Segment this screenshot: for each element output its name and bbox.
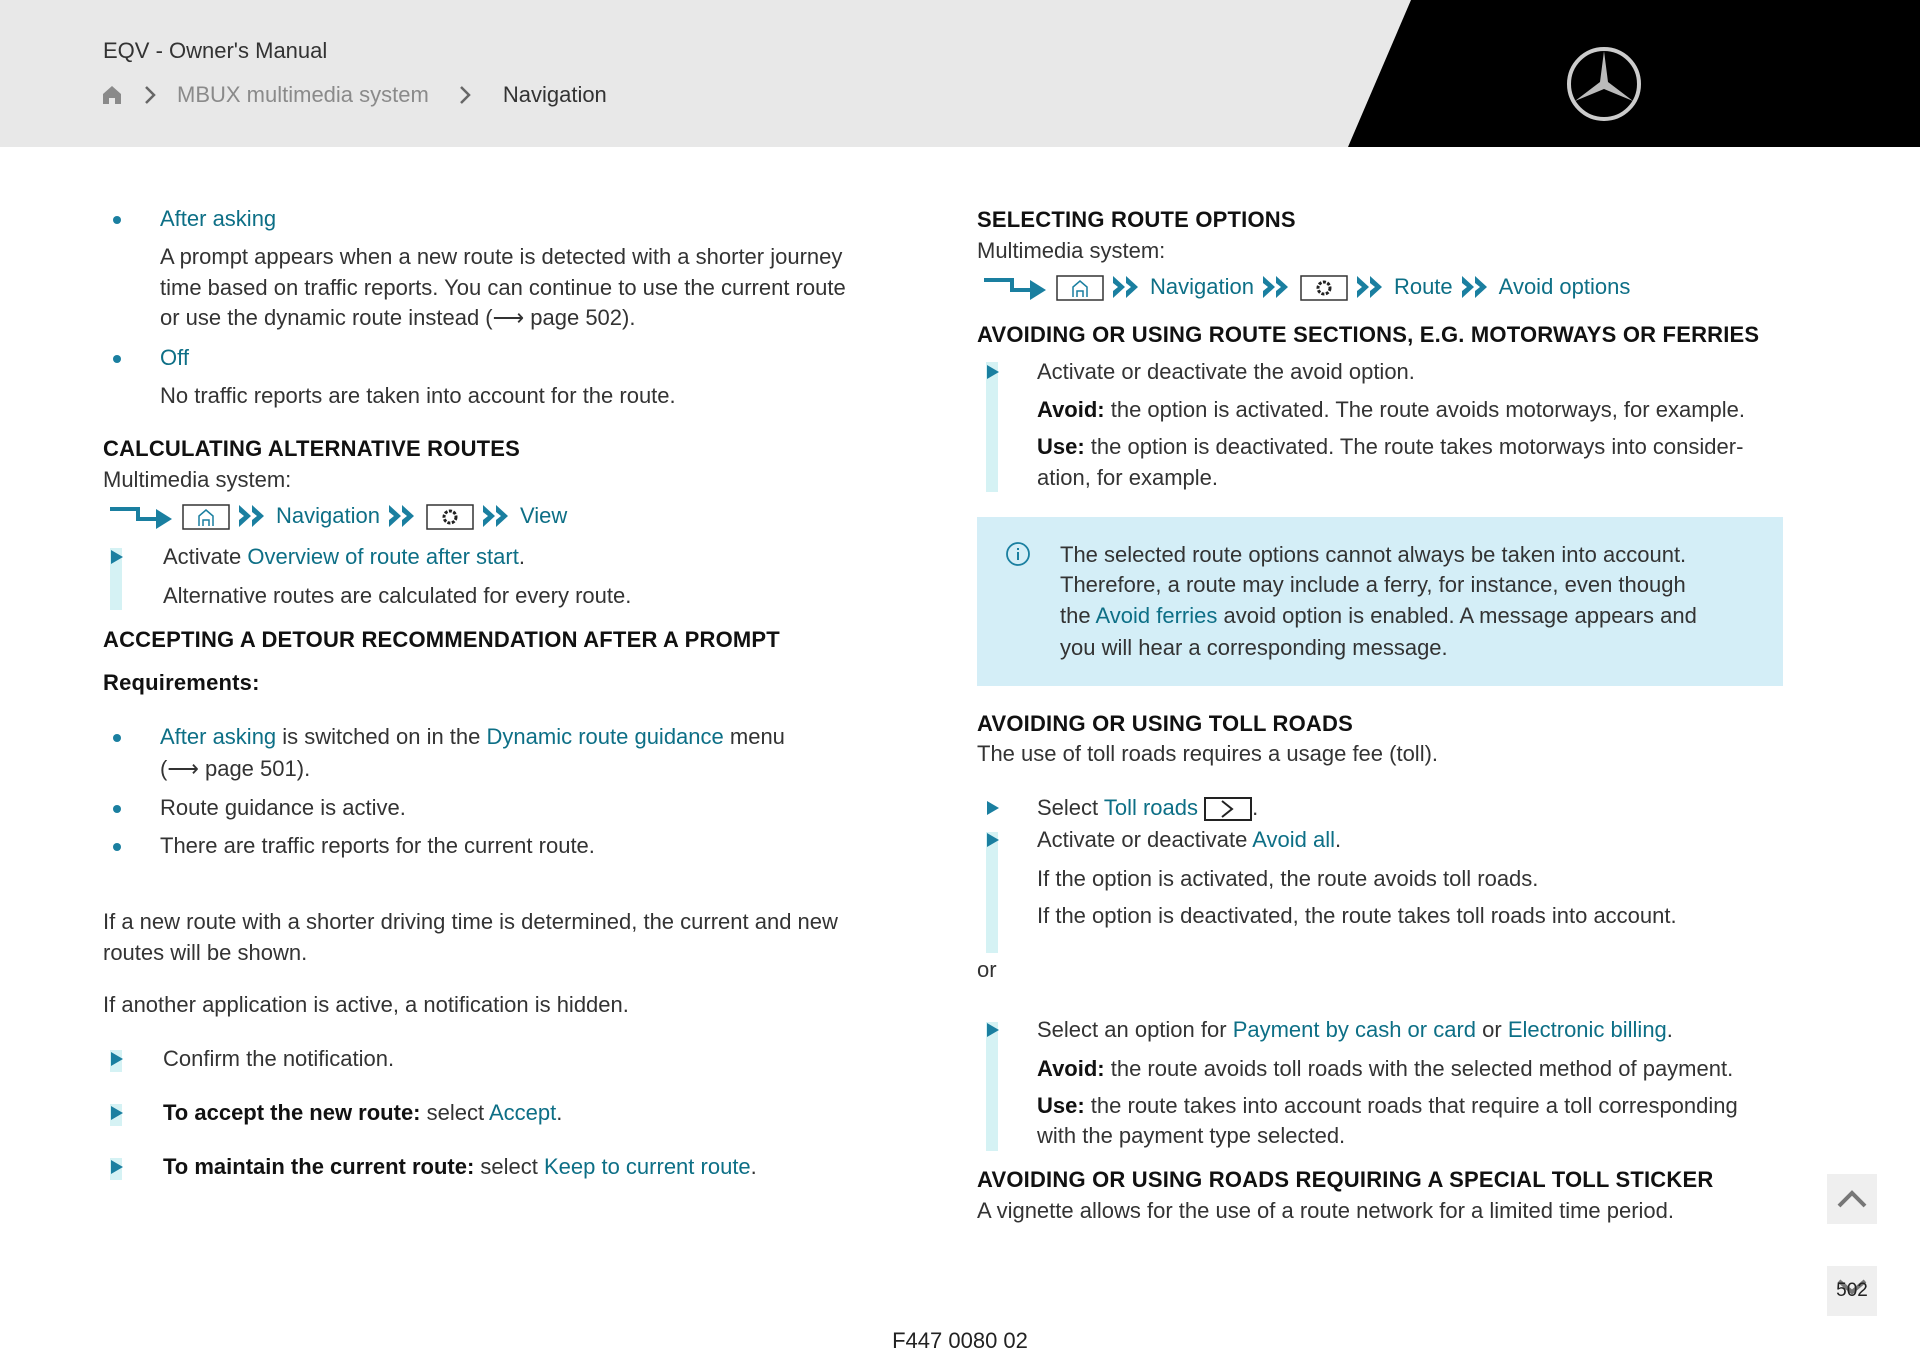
bullet-dot xyxy=(113,843,121,851)
step-bar xyxy=(986,362,998,492)
text-line xyxy=(1037,395,1745,425)
bullet-dot xyxy=(113,355,121,363)
text-line xyxy=(160,831,595,861)
text-line xyxy=(160,204,276,234)
text: you will hear a corresponding message. xyxy=(1060,635,1448,660)
text-line xyxy=(1037,864,1538,894)
settings-button-icon xyxy=(1300,273,1348,301)
path-route: Route xyxy=(1393,274,1453,299)
text: the xyxy=(1060,603,1096,628)
double-chevron-icon xyxy=(1461,275,1491,299)
text: Route guidance is active. xyxy=(160,795,406,820)
menu-item-link: Dynamic route guidance xyxy=(486,724,724,749)
text-line xyxy=(1037,825,1341,855)
text-line xyxy=(1037,795,1204,820)
mercedes-logo-icon xyxy=(1564,44,1644,124)
step-arrow-icon xyxy=(111,1106,123,1120)
text-line xyxy=(160,343,189,373)
text: . xyxy=(1666,1017,1673,1042)
bullet-dot xyxy=(113,216,121,224)
page-number: 502 xyxy=(1836,1280,1868,1301)
text: Select an option for xyxy=(1037,1017,1233,1042)
step-bar xyxy=(986,832,998,953)
text: Therefore, a route may include a ferry, for instance, even though xyxy=(1060,572,1686,597)
bold-label: Use: xyxy=(1037,1093,1085,1118)
menu-item-link: Toll roads xyxy=(1103,795,1199,820)
bold-label: To accept the new route: xyxy=(163,1100,421,1125)
menu-item-link: Avoid ferries xyxy=(1095,603,1218,628)
menu-item-link: After asking xyxy=(160,206,277,231)
text-line xyxy=(1037,463,1218,493)
step-arrow-icon xyxy=(987,365,999,379)
scroll-down-button[interactable] xyxy=(1827,1266,1877,1316)
bold-label: To maintain the current route: xyxy=(163,1154,475,1179)
menu-item-link: Accept xyxy=(489,1100,557,1125)
menu-item-link: Overview of route after start xyxy=(247,544,519,569)
text: avoid option is enabled. A message appears and xyxy=(1217,603,1697,628)
text: with the payment type selected. xyxy=(1037,1123,1346,1148)
double-chevron-icon xyxy=(238,504,268,528)
double-chevron-icon xyxy=(1356,275,1386,299)
heading-route-options: SELECTING ROUTE OPTIONS xyxy=(977,207,1296,232)
manual-title: EQV - Owner's Manual xyxy=(103,38,328,63)
heading-detour: ACCEPTING A DETOUR RECOMMENDATION AFTER A PROMPT xyxy=(103,627,780,652)
double-chevron-icon xyxy=(482,504,512,528)
text-line xyxy=(163,1152,757,1182)
text: (⟶ page 501). xyxy=(160,756,311,781)
text: or use the dynamic route instead (⟶ page 502). xyxy=(160,305,636,330)
text: Activate or deactivate xyxy=(1037,827,1253,852)
text-line xyxy=(977,1196,1674,1226)
heading-toll-roads: AVOIDING OR USING TOLL ROADS xyxy=(977,711,1353,736)
text-line xyxy=(160,303,635,333)
text-line xyxy=(1037,357,1415,387)
step-arrow-icon xyxy=(987,801,999,815)
info-icon xyxy=(1005,541,1031,567)
menu-path xyxy=(982,273,1630,301)
heading-toll-sticker: AVOIDING OR USING ROADS REQUIRING A SPECIAL TOLL STICKER xyxy=(977,1167,1714,1192)
chevron-right-icon xyxy=(123,84,177,106)
text-line xyxy=(1037,1054,1733,1084)
text: There are traffic reports for the current route. xyxy=(160,833,595,858)
text: A prompt appears when a new route is detected with a shorter journey xyxy=(160,244,843,269)
text-line xyxy=(160,381,676,411)
text-line xyxy=(160,793,406,823)
menu-item-link: Keep to current route xyxy=(543,1154,751,1179)
text: the route takes into account roads that require a toll corresponding xyxy=(1084,1093,1738,1118)
text-line xyxy=(160,722,785,752)
text: . xyxy=(556,1100,563,1125)
text-line xyxy=(1060,633,1448,663)
header xyxy=(0,0,1920,147)
text-line xyxy=(1037,1121,1345,1151)
header-black-panel xyxy=(1348,0,1920,147)
path-start-arrow-icon xyxy=(108,503,174,529)
text: the option is activated. The route avoids motorways, for example. xyxy=(1104,397,1745,422)
text: Confirm the notification. xyxy=(163,1046,395,1071)
step-arrow-icon xyxy=(111,550,123,564)
text: or xyxy=(1476,1017,1508,1042)
text: No traffic reports are taken into account for the route. xyxy=(160,383,676,408)
step-arrow-icon xyxy=(987,1023,999,1037)
menu-item-link: Avoid all xyxy=(1252,827,1335,852)
text: If the option is activated, the route avoids toll roads. xyxy=(1037,866,1539,891)
bullet-dot xyxy=(113,805,121,813)
menu-item-link: After asking xyxy=(160,724,277,749)
home-icon[interactable] xyxy=(101,84,123,106)
text: menu xyxy=(723,724,785,749)
text-line xyxy=(1037,432,1743,462)
double-chevron-icon xyxy=(1112,275,1142,299)
menu-path xyxy=(108,502,567,530)
text-line xyxy=(1060,540,1686,570)
text: is switched on in the xyxy=(276,724,487,749)
text-line xyxy=(1037,1091,1738,1121)
text-line xyxy=(103,907,838,937)
double-chevron-icon xyxy=(1262,275,1292,299)
text: The selected route options cannot always be taken into account. xyxy=(1060,542,1687,567)
text: time based on traffic reports. You can continue to use the current route xyxy=(160,275,846,300)
step-arrow-icon xyxy=(111,1160,123,1174)
bold-label: Use: xyxy=(1037,434,1085,459)
text-line xyxy=(163,542,525,572)
text-line xyxy=(977,739,1438,769)
breadcrumb-navigation: Navigation xyxy=(502,82,607,107)
text: Select xyxy=(1037,795,1104,820)
text-line xyxy=(160,754,310,784)
document-code: F447 0080 02 xyxy=(892,1328,1028,1353)
text: . xyxy=(518,544,525,569)
path-navigation: Navigation xyxy=(276,503,380,528)
scroll-up-button[interactable] xyxy=(1827,1174,1877,1224)
text: The use of toll roads requires a usage fee (toll). xyxy=(977,741,1439,766)
text: . xyxy=(750,1154,757,1179)
text-line xyxy=(160,242,842,272)
requirements-label: Requirements: xyxy=(103,670,260,695)
breadcrumb-mbux[interactable]: MBUX multimedia system xyxy=(177,82,429,107)
breadcrumb xyxy=(101,82,607,108)
text-line xyxy=(103,990,629,1020)
text: the option is deactivated. The route takes motorways into consider- xyxy=(1084,434,1744,459)
menu-item-link: Electronic billing xyxy=(1507,1017,1667,1042)
text-line xyxy=(163,1098,562,1128)
multimedia-label: Multimedia system: xyxy=(977,238,1166,263)
menu-item-link: Payment by cash or card xyxy=(1232,1017,1477,1042)
heading-route-sections: AVOIDING OR USING ROUTE SECTIONS, E.G. MOTORWAYS OR FERRIES xyxy=(977,322,1760,347)
bullet-dot xyxy=(113,734,121,742)
text: select xyxy=(474,1154,544,1179)
text-line xyxy=(163,1044,394,1074)
text: ation, for example. xyxy=(1037,465,1218,490)
text: the route avoids toll roads with the selected method of payment. xyxy=(1104,1056,1734,1081)
home-button-icon xyxy=(1056,273,1104,301)
heading-alternative-routes: CALCULATING ALTERNATIVE ROUTES xyxy=(103,436,521,461)
text-line xyxy=(1060,570,1686,600)
text-line xyxy=(1037,1015,1673,1045)
text: A vignette allows for the use of a route network for a limited time period. xyxy=(977,1198,1675,1223)
step-bar xyxy=(986,1022,998,1151)
text-line xyxy=(160,273,846,303)
path-view: View xyxy=(519,503,568,528)
settings-button-icon xyxy=(426,502,474,530)
text: If a new route with a shorter driving time is determined, the current and new xyxy=(103,909,838,934)
text-line xyxy=(1037,901,1677,931)
bold-label: Avoid: xyxy=(1037,397,1105,422)
step-arrow-icon xyxy=(111,1052,123,1066)
text-line xyxy=(103,938,307,968)
chevron-right-icon xyxy=(429,84,503,106)
text: or xyxy=(977,957,997,982)
bold-label: Avoid: xyxy=(1037,1056,1105,1081)
path-start-arrow-icon xyxy=(982,274,1048,300)
menu-item-link: Off xyxy=(160,345,189,370)
double-chevron-icon xyxy=(388,504,418,528)
text-line xyxy=(163,581,631,611)
period: . xyxy=(1252,795,1259,820)
text: . xyxy=(1335,827,1342,852)
text: Activate or deactivate the avoid option. xyxy=(1037,359,1415,384)
multimedia-label: Multimedia system: xyxy=(103,467,292,492)
step-arrow-icon xyxy=(987,833,999,847)
path-navigation: Navigation xyxy=(1150,274,1254,299)
text: Alternative routes are calculated for every route. xyxy=(163,583,632,608)
path-avoid-options: Avoid options xyxy=(1498,274,1631,299)
text: If another application is active, a notification is hidden. xyxy=(103,992,629,1017)
text-line xyxy=(1060,601,1697,631)
text: select xyxy=(420,1100,489,1125)
chevron-button-icon[interactable] xyxy=(1204,796,1252,822)
text: If the option is deactivated, the route takes toll roads into account. xyxy=(1037,903,1677,928)
chevron-up-icon xyxy=(1836,1189,1868,1209)
info-box xyxy=(977,517,1783,686)
text-line xyxy=(977,955,997,985)
text: routes will be shown. xyxy=(103,940,308,965)
text: Activate xyxy=(163,544,248,569)
home-button-icon xyxy=(182,502,230,530)
